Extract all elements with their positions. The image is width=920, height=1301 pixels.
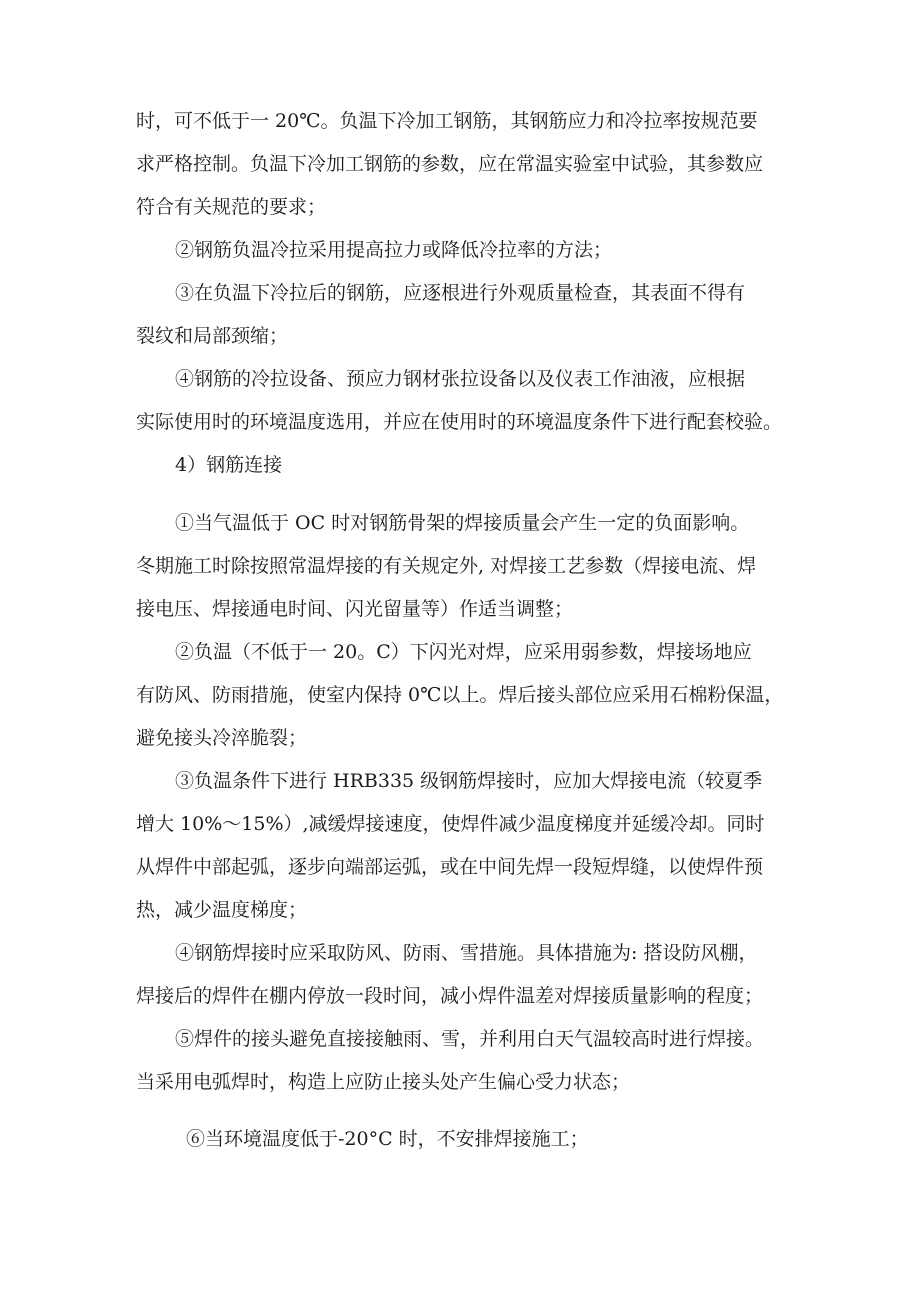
body-text-line: 避免接头冷淬脆裂； (136, 727, 308, 749)
body-text-line: 接电压、焊接通电时间、闪光留量等）作适当调整； (136, 598, 574, 620)
body-text-line: 焊接后的焊件在棚内停放一段时间，减小焊件温差对焊接质量影响的程度； (136, 985, 764, 1007)
list-item-line: ④钢筋焊接时应采取防风、防雨、雪措施。具体措施为: 搭设防风棚， (175, 942, 758, 964)
list-item-line: ①当气温低于 OC 时对钢筋骨架的焊接质量会产生一定的负面影响。 (175, 512, 750, 534)
body-text-line: 当采用电弧焊时，构造上应防止接头处产生偏心受力状态； (136, 1071, 631, 1093)
list-item-line: ④钢筋的冷拉设备、预应力钢材张拉设备以及仪表工作油液，应根据 (175, 368, 746, 390)
body-text-line: 增大 10%～15%）,减缓焊接速度，使焊件减少温度梯度并延缓冷却。同时 (136, 813, 765, 835)
body-text-line: 时，可不低于一 20℃。负温下冷加工钢筋，其钢筋应力和冷拉率按规范要 (136, 110, 758, 132)
section-heading: 4）钢筋连接 (175, 454, 283, 476)
body-text-line: 实际使用时的环境温度选用，并应在使用时的环境温度条件下进行配套校验。 (136, 411, 783, 433)
body-text-line: 冬期施工时除按照常温焊接的有关规定外, 对焊接工艺参数（焊接电流、焊 (136, 555, 757, 577)
body-text-line: 裂纹和局部颈缩； (136, 325, 289, 347)
body-text-line: 热，减少温度梯度； (136, 899, 308, 921)
list-item-line: ⑤焊件的接头避免直接接触雨、雪，并利用白天气温较高时进行焊接。 (175, 1028, 765, 1050)
list-item-line: ③负温条件下进行 HRB335 级钢筋焊接时，应加大焊接电流（较夏季 (175, 770, 763, 792)
body-text-line: 有防风、防雨措施，使室内保持 0℃以上。焊后接头部位应采用石棉粉保温， (136, 684, 784, 706)
list-item-line: ③在负温下冷拉后的钢筋，应逐根进行外观质量检查，其表面不得有 (175, 282, 746, 304)
list-item-line: ⑥当环境温度低于-20°C 时，不安排焊接施工； (186, 1128, 589, 1150)
body-text-line: 求严格控制。负温下冷加工钢筋的参数，应在常温实验室中试验，其参数应 (136, 153, 764, 175)
list-item-line: ②负温（不低于一 20。C）下闪光对焊，应采用弱参数，焊接场地应 (175, 641, 752, 663)
list-item-line: ②钢筋负温冷拉采用提高拉力或降低冷拉率的方法； (175, 239, 613, 261)
body-text-line: 符合有关规范的要求； (136, 196, 327, 218)
body-text-line: 从焊件中部起弧，逐步向端部运弧，或在中间先焊一段短焊缝，以使焊件预 (136, 856, 764, 878)
